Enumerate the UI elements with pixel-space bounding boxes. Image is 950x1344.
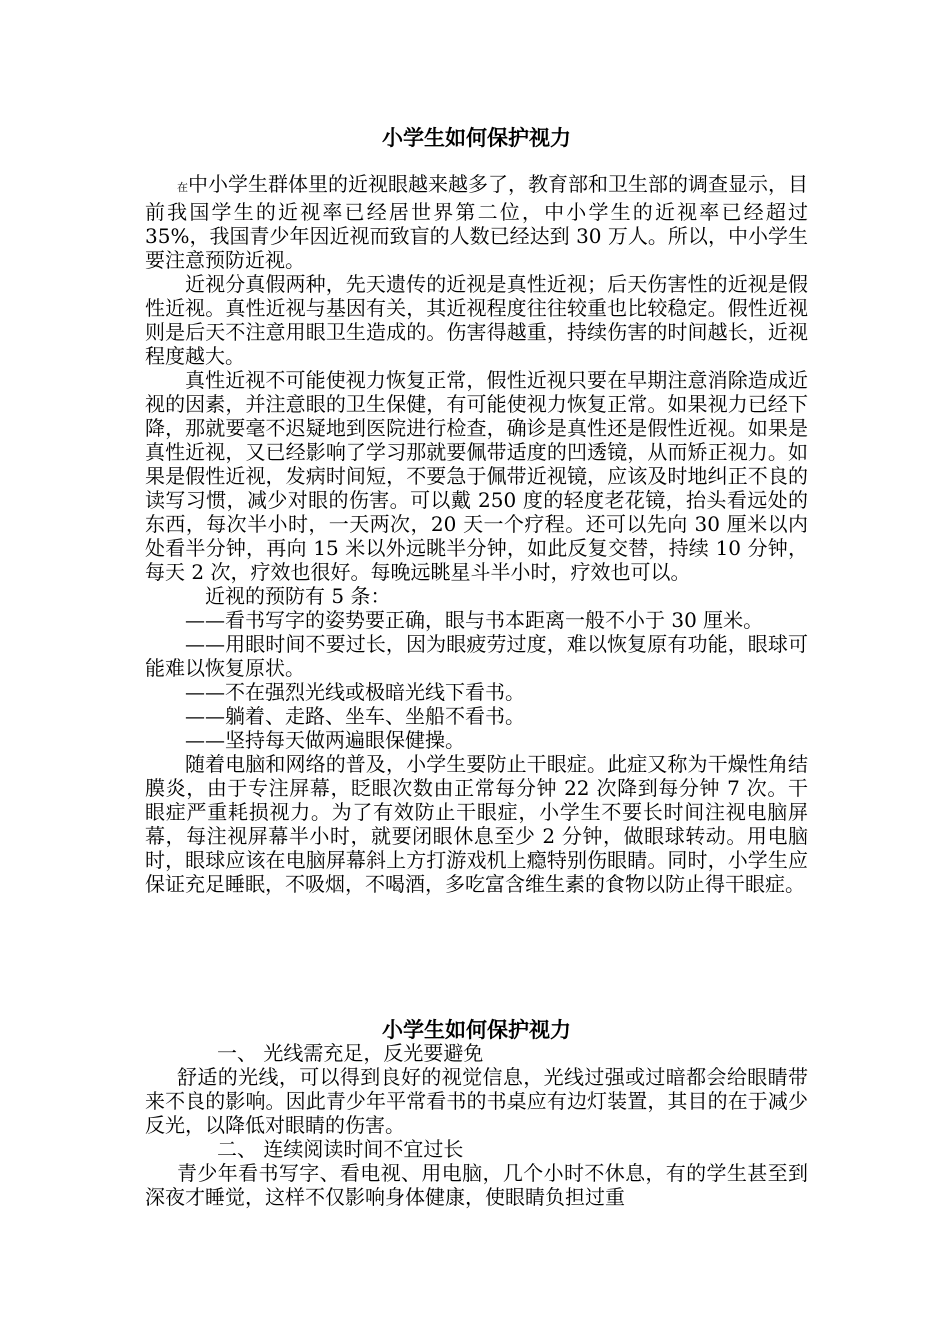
section-title: 小学生如何保护视力: [382, 1018, 571, 1042]
prevention-intro: 近视的预防有 5 条：: [205, 584, 391, 608]
paragraph-intro: [145, 172, 808, 272]
section-heading-1: 一、 光线需充足，反光要避免: [217, 1041, 484, 1065]
document-body-part1: [145, 172, 808, 896]
document-body-part2: [145, 1041, 808, 1209]
section-heading-2: 二、 连续阅读时间不宜过长: [217, 1137, 464, 1161]
paragraph-treatment: 真性近视不可能使视力恢复正常，假性近视只要在早期注意消除造成近视的因素，并注意眼的卫生保健，有可能使视力恢复正常。如果视力已经下降，那就要毫不迟疑地到医院进行检查，确诊是真性还是假性近视。如果是真性近视，又已经影响了学习那就要佩带适度的凹透镜，从而矫正视力。如果是假性近视，发病时间短，不要急于佩带近视镜，应该及时地纠正不良的读写习惯，减少对眼的伤害。可以戴 250 度的轻度老花镜，抬头看远处的东西，每次半小时，一天两次，20 天一个疗程。还可以先向 30 厘米以内处看半分钟，再向 15 米以外远眺半分钟，如此反复交替，持续 10 分钟，每天 2 次，疗效也很好。每晚远眺星斗半小时，疗效也可以。: [145, 368, 808, 584]
paragraph-dry-eye: 随着电脑和网络的普及，小学生要防止干眼症。此症又称为干燥性角结膜炎，由于专注屏幕，眨眼次数由正常每分钟 22 次降到每分钟 7 次。干眼症严重耗损视力。为了有效防止干眼症，小学生不要长时间注视电脑屏幕，每注视屏幕半小时，就要闭眼休息至少 2 分钟，做眼球转动。用电脑时，眼球应该在电脑屏幕斜上方打游戏机上瘾特别伤眼睛。同时，小学生应保证充足睡眠，不吸烟，不喝酒，多吃富含维生素的食物以防止得干眼症。: [145, 752, 808, 896]
paragraph-types: 近视分真假两种，先天遗传的近视是真性近视；后天伤害性的近视是假性近视。真性近视与基因有关，其近视程度往往较重也比较稳定。假性近视则是后天不注意用眼卫生造成的。伤害得越重，持续伤害的时间越长，近视程度越大。: [145, 272, 808, 368]
prevention-item: ——用眼时间不要过长，因为眼疲劳过度，难以恢复原有功能，眼球可能难以恢复原状。: [145, 632, 808, 680]
prevention-item: ——不在强烈光线或极暗光线下看书。: [185, 680, 525, 704]
prevention-item: ——躺着、走路、坐车、坐船不看书。: [185, 704, 525, 728]
section-body-2: 青少年看书写字、看电视、用电脑，几个小时不休息，有的学生甚至到深夜才睡觉，这样不仅影响身体健康，使眼睛负担过重: [145, 1161, 808, 1209]
intro-text: 中小学生群体里的近视眼越来越多了，教育部和卫生部的调查显示，目前我国学生的近视率已经居世界第二位，中小学生的近视率已经超过 35%，我国青少年因近视而致盲的人数已经达到 30 万人。所以，中小学生要注意预防近视。: [145, 172, 808, 272]
prevention-item: ——坚持每天做两遍眼保健操。: [185, 728, 465, 752]
prevention-item: ——看书写字的姿势要正确，眼与书本距离一般不小于 30 厘米。: [185, 608, 764, 632]
section-body-1: 舒适的光线，可以得到良好的视觉信息，光线过强或过暗都会给眼睛带来不良的影响。因此青少年平常看书的书桌应有边灯装置，其目的在于减少反光，以降低对眼睛的伤害。: [145, 1065, 808, 1137]
intro-lead-char: 在: [177, 181, 188, 194]
document-title: 小学生如何保护视力: [382, 126, 571, 150]
